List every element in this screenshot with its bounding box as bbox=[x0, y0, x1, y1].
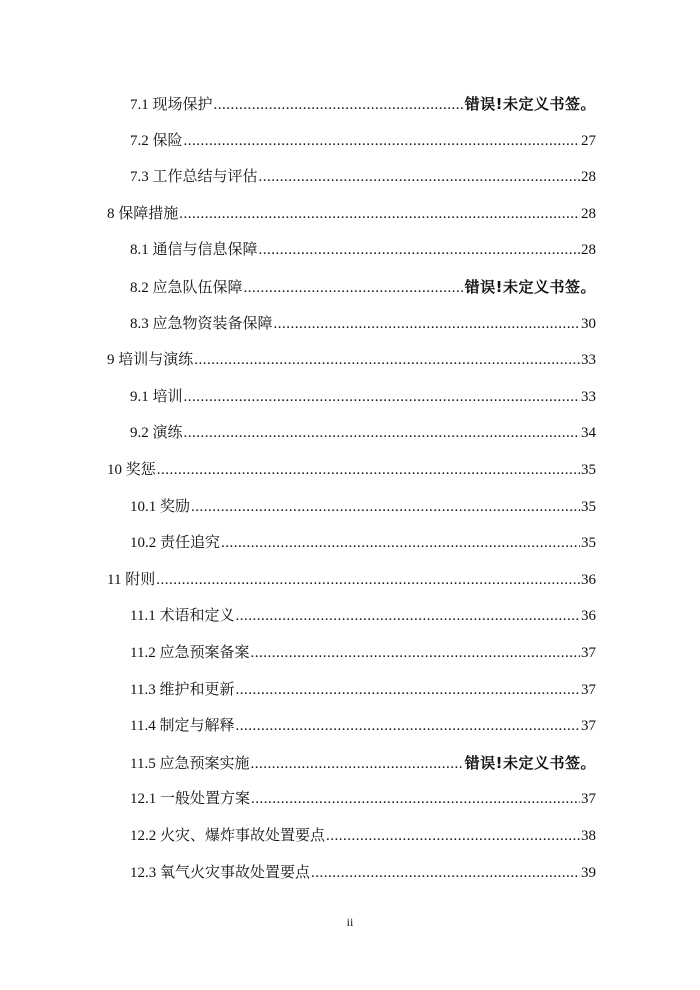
toc-entry-title: 11.1 术语和定义 bbox=[130, 608, 235, 625]
toc-entry-page: 39 bbox=[581, 864, 596, 881]
toc-dot-leader bbox=[251, 787, 580, 811]
toc-dot-leader bbox=[259, 238, 580, 262]
toc-dot-leader bbox=[191, 495, 580, 519]
toc-entry[interactable] bbox=[130, 421, 596, 445]
toc-entry-title: 11 附则 bbox=[107, 571, 156, 588]
toc-dot-leader bbox=[274, 312, 580, 336]
toc-entry-title: 9.1 培训 bbox=[130, 388, 183, 405]
toc-entry-title: 12.1 一般处置方案 bbox=[130, 791, 251, 808]
toc-entry[interactable] bbox=[130, 531, 596, 555]
toc-entry-bookmark-error: 错误!未定义书签。 bbox=[464, 95, 596, 113]
toc-entry-page: 35 bbox=[581, 498, 596, 515]
toc-entry-title: 10 奖惩 bbox=[107, 462, 156, 478]
toc-entry-title: 7.1 现场保护 bbox=[130, 97, 213, 113]
toc-entry[interactable] bbox=[130, 751, 596, 775]
toc-entry-page: 35 bbox=[581, 535, 596, 552]
toc-entry-page: 36 bbox=[581, 571, 596, 588]
toc-dot-leader bbox=[244, 276, 464, 300]
toc-entry-title: 11.3 维护和更新 bbox=[130, 681, 235, 698]
toc-entry-page: 28 bbox=[581, 169, 596, 186]
toc-entry[interactable] bbox=[130, 129, 596, 153]
toc-entry-title: 10.2 责任追究 bbox=[130, 535, 221, 552]
toc-entry-title: 12.3 氧气火灾事故处置要点 bbox=[130, 864, 311, 881]
toc-dot-leader bbox=[326, 824, 580, 848]
toc-entry-bookmark-error: 错误!未定义书签。 bbox=[464, 278, 596, 296]
toc-dot-leader bbox=[311, 861, 580, 885]
toc-entry[interactable] bbox=[130, 861, 596, 885]
toc-dot-leader bbox=[184, 129, 580, 153]
toc-entry-title: 8.1 通信与信息保障 bbox=[130, 242, 258, 259]
toc-entry-title: 11.4 制定与解释 bbox=[130, 718, 235, 735]
page-number: ii bbox=[346, 915, 354, 929]
toc-dot-leader bbox=[184, 421, 580, 445]
toc-entry-page: 33 bbox=[581, 352, 596, 369]
toc-entry-page: 37 bbox=[581, 681, 596, 698]
toc-entry[interactable] bbox=[107, 348, 596, 372]
toc-entry-title: 10.1 奖励 bbox=[130, 498, 191, 515]
toc-dot-leader bbox=[156, 568, 580, 592]
toc-dot-leader bbox=[179, 202, 580, 226]
toc-entry-page: 35 bbox=[581, 462, 596, 478]
toc-entry[interactable] bbox=[107, 202, 596, 226]
toc-dot-leader bbox=[259, 165, 580, 189]
toc-entry-title: 9 培训与演练 bbox=[107, 352, 194, 369]
toc-entry-page: 28 bbox=[581, 205, 596, 222]
toc-entry-page: 30 bbox=[581, 315, 596, 332]
toc-entry[interactable] bbox=[107, 568, 596, 592]
toc-dot-leader bbox=[221, 531, 580, 555]
toc-entry-page: 34 bbox=[581, 425, 596, 442]
toc-entry[interactable] bbox=[107, 458, 596, 482]
toc-dot-leader bbox=[184, 385, 580, 409]
toc-entry[interactable] bbox=[130, 165, 596, 189]
toc-entry-title: 11.2 应急预案备案 bbox=[130, 645, 250, 661]
toc-entry-page: 36 bbox=[581, 608, 596, 625]
toc-entry-page: 28 bbox=[581, 242, 596, 259]
toc-entry-page: 37 bbox=[581, 791, 596, 808]
toc-entry[interactable] bbox=[130, 787, 596, 811]
toc-dot-leader bbox=[214, 93, 464, 117]
toc-entry[interactable] bbox=[130, 238, 596, 262]
toc-entry-title: 7.2 保险 bbox=[130, 132, 183, 149]
toc-entry-page: 33 bbox=[581, 388, 596, 405]
toc-dot-leader bbox=[250, 641, 580, 665]
toc-entry[interactable] bbox=[130, 92, 596, 116]
toc-dot-leader bbox=[250, 752, 463, 776]
toc-dot-leader bbox=[194, 348, 580, 372]
toc-entry[interactable] bbox=[130, 495, 596, 519]
toc-entry-page: 38 bbox=[581, 828, 596, 844]
toc-entry[interactable] bbox=[130, 275, 596, 299]
toc-entry[interactable] bbox=[130, 824, 596, 848]
toc-entry[interactable] bbox=[130, 714, 596, 738]
toc-entry-title: 8.3 应急物资装备保障 bbox=[130, 315, 273, 332]
toc-entry-title: 9.2 演练 bbox=[130, 425, 183, 442]
toc-entry-title: 8.2 应急队伍保障 bbox=[130, 280, 243, 296]
toc-dot-leader bbox=[235, 678, 580, 702]
toc-entry[interactable] bbox=[130, 604, 596, 628]
toc-entry-title: 7.3 工作总结与评估 bbox=[130, 169, 258, 186]
toc-dot-leader bbox=[235, 604, 580, 628]
toc-entry[interactable] bbox=[130, 641, 596, 665]
toc-dot-leader bbox=[157, 458, 580, 482]
toc-entry-title: 12.2 火灾、爆炸事故处置要点 bbox=[130, 828, 326, 844]
toc-entry-page: 27 bbox=[581, 132, 596, 149]
toc-entry[interactable] bbox=[130, 678, 596, 702]
toc-entry[interactable] bbox=[130, 312, 596, 336]
toc-entry-title: 8 保障措施 bbox=[107, 205, 179, 222]
toc-entry-page: 37 bbox=[581, 718, 596, 735]
toc-entry-page: 37 bbox=[581, 645, 596, 661]
toc-entry-bookmark-error: 错误!未定义书签。 bbox=[464, 753, 596, 772]
toc-entry-title: 11.5 应急预案实施 bbox=[130, 755, 250, 772]
toc-entry[interactable] bbox=[130, 385, 596, 409]
toc-dot-leader bbox=[235, 714, 580, 738]
